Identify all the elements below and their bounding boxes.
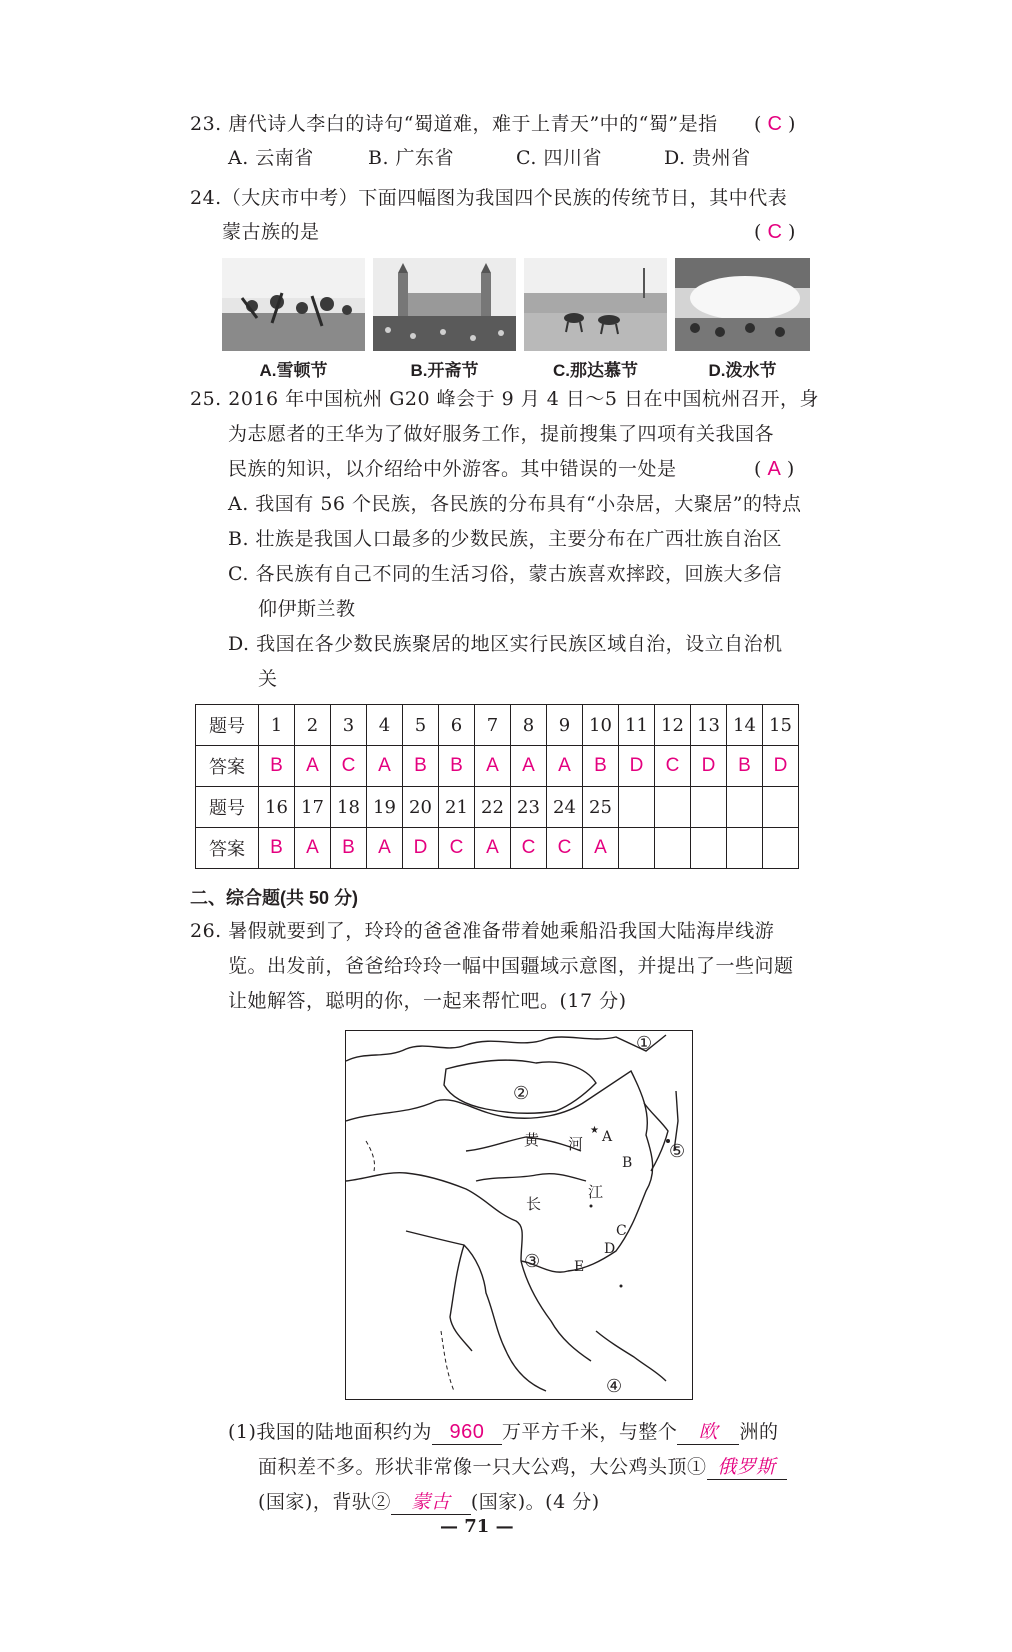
map-point-d: D [604,1241,616,1257]
china-territory-map [345,1030,693,1400]
q24-stem-line1: 24.（大庆市中考）下面四幅图为我国四个民族的传统节日，其中代表 [190,187,788,209]
question-number [655,787,691,828]
question-number: 22 [475,787,511,828]
answer-cell: B [259,746,295,787]
photo-kaizhai-festival [373,258,516,351]
question-number: 21 [439,787,475,828]
question-number: 5 [403,705,439,746]
q25-stem-line2: 为志愿者的王华为了做好服务工作，提前搜集了四项有关我国各 [228,423,775,445]
question-number: 9 [547,705,583,746]
answer-cell: A [295,828,331,869]
question-number: 3 [331,705,367,746]
q26-stem-line1: 26. 暑假就要到了，玲玲的爸爸准备带着她乘船沿我国大陆海岸线游 [190,920,775,942]
question-number: 1 [259,705,295,746]
table-row [196,705,799,746]
map-point-e: E [574,1259,585,1275]
map-label-5: ⑤ [669,1141,686,1162]
q25-stem-line3: 民族的知识，以介绍给中外游客。其中错误的一处是 [228,458,677,480]
q24-answer: C [767,221,782,243]
q23-option-d: D. 贵州省 [664,147,751,169]
table-row [196,746,799,787]
answer-cell: A [367,746,403,787]
q25-option-a: A. 我国有 56 个民族，各民族的分布具有“小杂居，大聚居”的特点 [228,493,802,515]
map-label-1: ① [636,1033,653,1054]
answer-cell: B [439,746,475,787]
row-header: 题号 [196,787,259,828]
answer-cell [619,828,655,869]
caption-c: C.那达慕节 [553,361,638,380]
answer-cell [655,828,691,869]
answer-cell: A [367,828,403,869]
answer-cell [727,828,763,869]
question-number: 15 [763,705,799,746]
answer-cell: A [295,746,331,787]
answer-cell: C [547,828,583,869]
question-number: 16 [259,787,295,828]
row-header: 答案 [196,746,259,787]
answer-cell: A [583,828,619,869]
q26-1-text-1: (1)我国的陆地面积约为 [228,1421,432,1443]
answer-cell: A [475,828,511,869]
q25-stem-line1: 25. 2016 年中国杭州 G20 峰会于 9 月 4 日～5 日在中国杭州召开，身 [190,388,820,410]
map-point-a: A [602,1129,613,1145]
q23-option-a: A. 云南省 [228,147,314,169]
question-number: 10 [583,705,619,746]
q26-stem-line2: 览。出发前，爸爸给玲玲一幅中国疆域示意图，并提出了一些问题 [228,955,794,977]
q26-1-text-2: 万平方千米，与整个 [501,1421,678,1443]
answer-cell: B [259,828,295,869]
map-label-jiang: 江 [588,1183,604,1201]
answer-cell: D [691,746,727,787]
q23-option-c: C. 四川省 [516,147,602,169]
question-number [763,787,799,828]
q26-1-text-3: 洲的 [739,1421,779,1443]
q26-stem-line3: 让她解答，聪明的你，一起来帮忙吧。(17 分) [228,990,627,1012]
question-number: 17 [295,787,331,828]
answer-cell: C [655,746,691,787]
question-number: 23 [511,787,547,828]
question-number: 13 [691,705,727,746]
section-heading: 二、综合题(共 50 分) [190,888,359,908]
table-row [196,828,799,869]
answer-cell: A [475,746,511,787]
question-number: 7 [475,705,511,746]
table-row [196,787,799,828]
question-number [727,787,763,828]
answer-cell: D [403,828,439,869]
q26-1-text-4: 面积差不多。形状非常像一只大公鸡，大公鸡头顶① [258,1456,707,1478]
answer-cell: A [511,746,547,787]
blank-land-area: 960 [432,1420,502,1445]
q26-1-text-5: (国家)，背驮② [258,1491,391,1513]
question-number: 2 [295,705,331,746]
blank-country-2: 蒙古 [391,1490,471,1515]
question-number: 24 [547,787,583,828]
q25-answer-paren: ( A ) [754,458,795,480]
q25-option-d-line2: 关 [258,668,278,690]
row-header: 题号 [196,705,259,746]
q25-option-d-line1: D. 我国在各少数民族聚居的地区实行民族区域自治，设立自治机 [228,633,783,655]
row-header: 答案 [196,828,259,869]
q25-answer: A [767,458,781,480]
map-point-c: C [616,1223,627,1239]
question-number: 11 [619,705,655,746]
map-label-3: ③ [524,1251,541,1272]
map-label-huang: 黄 [524,1131,540,1149]
q25-option-c-line2: 仰伊斯兰教 [258,598,356,620]
answer-cell: A [547,746,583,787]
question-number: 14 [727,705,763,746]
answer-cell: D [763,746,799,787]
caption-a: A.雪顿节 [259,361,328,380]
capital-star-icon: ★ [590,1125,599,1136]
q26-1-line1 [228,1419,778,1445]
question-number: 12 [655,705,691,746]
q25-option-b: B. 壮族是我国人口最多的少数民族，主要分布在广西壮族自治区 [228,528,783,550]
q23-option-b: B. 广东省 [368,147,455,169]
q26-1-line3 [258,1489,600,1515]
question-number [619,787,655,828]
question-number: 20 [403,787,439,828]
answer-cell: B [583,746,619,787]
question-number: 6 [439,705,475,746]
caption-d: D.泼水节 [708,361,777,380]
answer-cell: B [331,828,367,869]
question-number: 18 [331,787,367,828]
answer-cell: B [727,746,763,787]
photo-xuedun-festival [222,258,365,351]
photo-poshui-festival [675,258,810,351]
question-number: 4 [367,705,403,746]
map-label-4: ④ [606,1376,623,1397]
map-point-b: B [622,1155,633,1171]
question-number: 25 [583,787,619,828]
answer-table [195,704,799,869]
answer-cell [691,828,727,869]
blank-continent: 欧 [677,1420,739,1445]
q23-answer: C [767,113,782,135]
q25-option-c-line1: C. 各民族有自己不同的生活习俗，蒙古族喜欢摔跤，回族大多信 [228,563,782,585]
answer-cell: B [403,746,439,787]
photo-nadamu-festival [524,258,667,351]
q24-answer-paren: ( C ) [754,221,796,243]
q24-stem-line2: 蒙古族的是 [222,221,320,243]
answer-cell [763,828,799,869]
map-label-chang: 长 [526,1195,542,1213]
q23-stem: 23. 唐代诗人李白的诗句“蜀道难，难于上青天”中的“蜀”是指 [190,113,718,135]
map-label-he: 河 [568,1135,584,1153]
q26-1-text-6: (国家)。(4 分) [470,1491,600,1513]
answer-cell: C [331,746,367,787]
question-number: 8 [511,705,547,746]
answer-cell: C [511,828,547,869]
page-number: — 71 — [440,1516,514,1537]
q23-answer-paren: ( C ) [754,113,796,135]
question-number: 19 [367,787,403,828]
question-number [691,787,727,828]
q26-1-line2 [258,1454,787,1480]
caption-b: B.开斋节 [410,361,479,380]
answer-cell: D [619,746,655,787]
blank-country-1: 俄罗斯 [707,1455,787,1480]
answer-cell: C [439,828,475,869]
map-label-2: ② [513,1083,530,1104]
